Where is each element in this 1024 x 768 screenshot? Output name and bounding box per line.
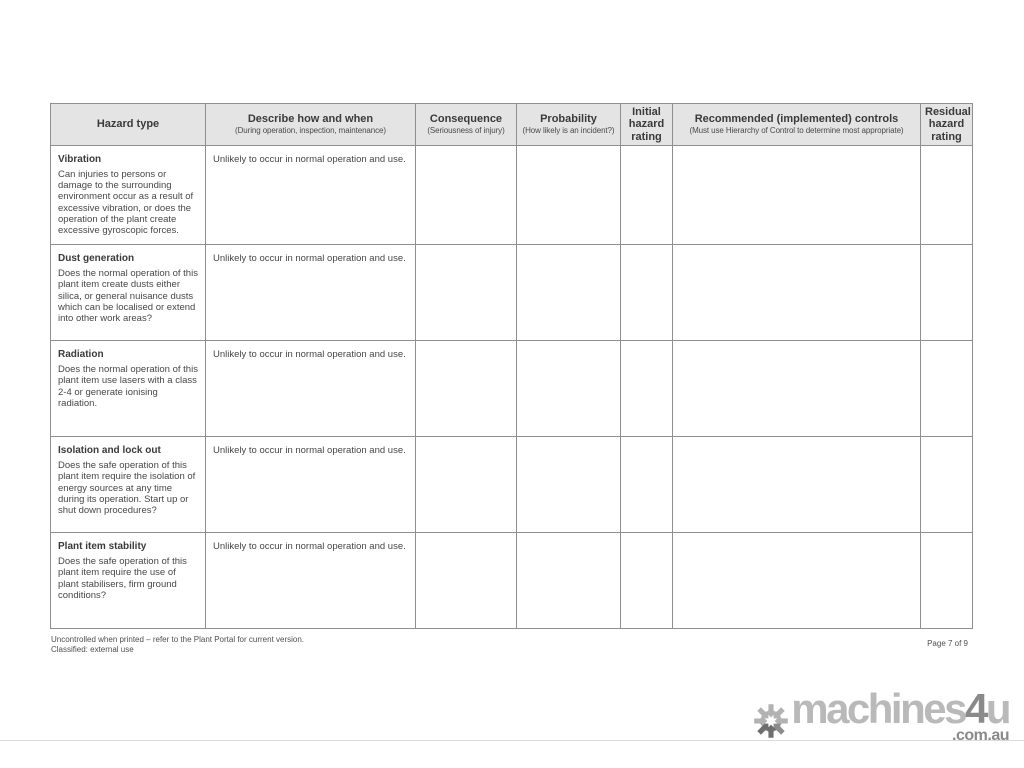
describe-cell <box>206 145 416 244</box>
table-row-plant-item-stability <box>51 533 973 629</box>
col-header-hazard-type <box>51 104 206 146</box>
brand-accent-4: 4 <box>964 685 986 732</box>
hazard-type-cell <box>51 341 206 437</box>
footer-line1: Uncontrolled when printed – refer to the Plant Portal for current version. <box>51 635 305 644</box>
describe-text: Unlikely to occur in normal operation and use. <box>213 349 406 361</box>
hazard-type-cell <box>51 145 206 244</box>
hazard-title: Plant item stability <box>58 541 147 553</box>
col-header-initial-rating <box>621 104 673 146</box>
col-header-label: Hazard type <box>96 118 160 131</box>
describe-text: Unlikely to occur in normal operation and use. <box>213 153 406 165</box>
hazard-title: Vibration <box>58 153 102 165</box>
residual-rating-cell <box>921 437 973 533</box>
initial-rating-cell <box>621 533 673 629</box>
col-header-consequence <box>416 104 517 146</box>
hazard-type-cell <box>51 533 206 629</box>
hazard-assessment-table <box>50 103 973 629</box>
controls-cell <box>673 437 921 533</box>
hazard-title: Radiation <box>58 349 104 361</box>
col-header-sub: (How likely is an incident?) <box>522 126 615 136</box>
describe-cell <box>206 245 416 341</box>
brand-machines: machines <box>791 685 965 732</box>
describe-text: Unlikely to occur in normal operation and use. <box>213 253 406 265</box>
hazard-type-cell <box>51 437 206 533</box>
describe-cell <box>206 437 416 533</box>
brand-domain: .com.au <box>952 726 1009 744</box>
col-header-probability <box>517 104 621 146</box>
consequence-cell <box>416 245 517 341</box>
initial-rating-cell <box>621 145 673 244</box>
controls-cell <box>673 145 921 244</box>
col-header-label: Consequence <box>429 113 503 126</box>
brand-suffix-u: u <box>985 685 1009 732</box>
col-header-sub: (Must use Hierarchy of Control to determine most appropriate) <box>689 126 904 136</box>
col-header-residual-rating <box>921 104 973 146</box>
brand-text <box>791 685 1009 732</box>
col-header-sub: (During operation, inspection, maintenance) <box>235 126 386 136</box>
brand-wordmark <box>791 685 1009 744</box>
table-row-vibration <box>51 145 973 244</box>
hazard-type-cell <box>51 245 206 341</box>
footer-line2: Classified: external use <box>51 645 134 655</box>
residual-rating-cell <box>921 145 973 244</box>
describe-text: Unlikely to occur in normal operation and use. <box>213 541 406 553</box>
machines4u-watermark <box>752 685 1009 754</box>
residual-rating-cell <box>921 245 973 341</box>
table-header-row <box>51 104 973 146</box>
probability-cell <box>517 341 621 437</box>
hazard-description: Does the normal operation of this plant item create dusts either silica, or general nuisance dusts which can be localised or extend into other work areas? <box>58 268 198 324</box>
hazard-description: Does the safe operation of this plant item require the use of plant stabilisers, firm ground conditions? <box>58 556 187 601</box>
table-row-radiation <box>51 341 973 437</box>
machines4u-star-icon <box>752 693 790 754</box>
hazard-title: Dust generation <box>58 253 135 265</box>
initial-rating-cell <box>621 341 673 437</box>
controls-cell <box>673 341 921 437</box>
col-header-label: Recommended (implemented) controls <box>694 113 899 126</box>
probability-cell <box>517 145 621 244</box>
residual-rating-cell <box>921 533 973 629</box>
probability-cell <box>517 533 621 629</box>
consequence-cell <box>416 437 517 533</box>
probability-cell <box>517 245 621 341</box>
describe-text: Unlikely to occur in normal operation and use. <box>213 445 406 457</box>
footer-disclaimer <box>51 635 304 656</box>
describe-cell <box>206 341 416 437</box>
hazard-description: Can injuries to persons or damage to the surrounding environment occur as a result of excessive vibration, or does the operation of the plant create excessive gyroscopic forces. <box>58 168 194 236</box>
initial-rating-cell <box>621 437 673 533</box>
hazard-description: Does the safe operation of this plant item require the isolation of energy sources at any time during its operation. Start up or shut down procedures? <box>58 460 196 516</box>
consequence-cell <box>416 533 517 629</box>
probability-cell <box>517 437 621 533</box>
page-number: Page 7 of 9 <box>927 639 968 648</box>
col-header-sub: (Seriousness of injury) <box>427 126 505 136</box>
consequence-cell <box>416 145 517 244</box>
controls-cell <box>673 245 921 341</box>
initial-rating-cell <box>621 245 673 341</box>
col-header-describe <box>206 104 416 146</box>
consequence-cell <box>416 341 517 437</box>
col-header-label: Initial hazard rating <box>628 106 665 143</box>
table-row-isolation-lockout <box>51 437 973 533</box>
col-header-label: Describe how and when <box>247 113 374 126</box>
col-header-label: Residual hazard rating <box>925 106 971 143</box>
table-row-dust-generation <box>51 245 973 341</box>
hazard-description: Does the normal operation of this plant item use lasers with a class 2-4 or generate ionising radiation. <box>58 364 198 409</box>
col-header-controls <box>673 104 921 146</box>
hazard-title: Isolation and lock out <box>58 445 161 457</box>
col-header-label: Probability <box>540 113 597 126</box>
describe-cell <box>206 533 416 629</box>
controls-cell <box>673 533 921 629</box>
residual-rating-cell <box>921 341 973 437</box>
